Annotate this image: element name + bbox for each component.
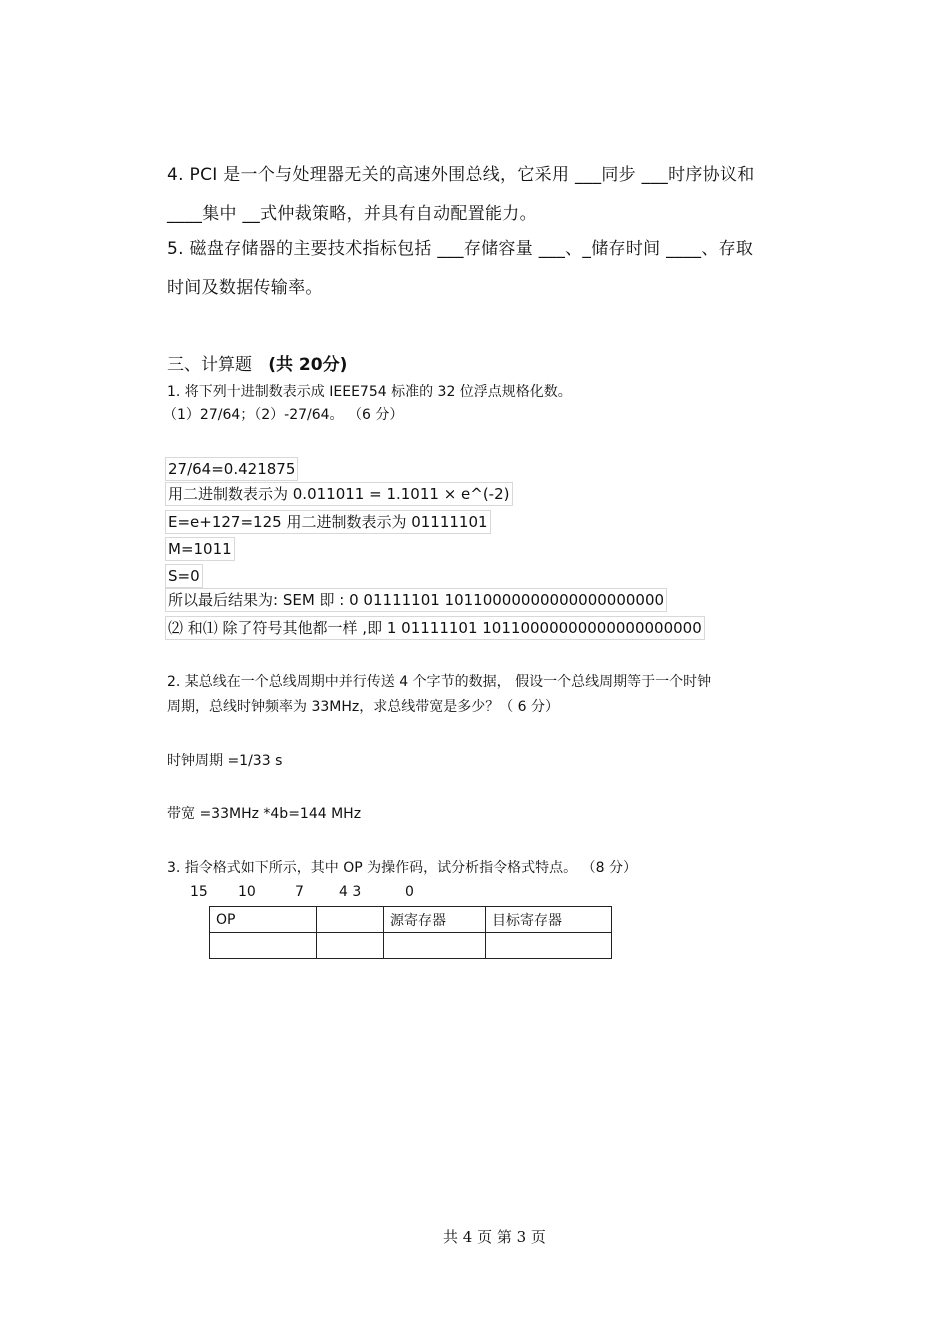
table-cell	[210, 933, 317, 959]
bit-label: 15	[190, 884, 208, 900]
table-cell-op: OP	[210, 907, 317, 933]
q1-answer-line: 用二进制数表示为 0.011011 = 1.1011 × e^(-2)	[165, 482, 513, 506]
q2-answer2: 带宽 =33MHz *4b=144 MHz	[167, 806, 362, 822]
table-cell	[317, 907, 384, 933]
page-footer: 共 4 页 第 3 页	[443, 1228, 546, 1246]
bit-label: 4 3	[339, 884, 362, 900]
q2-line2: 周期，总线时钟频率为 33MHz，求总线带宽是多少？（ 6 分）	[167, 699, 560, 715]
q1-answer-line: E=e+127=125 用二进制数表示为 01111101	[165, 510, 491, 534]
bit-label: 7	[295, 884, 304, 900]
q4-line2: ____集中 __式仲裁策略，并具有自动配置能力。	[167, 204, 537, 224]
q1-line2: （1）27/64；（2）-27/64。 （6 分）	[163, 407, 404, 423]
q1-answer-line: 27/64=0.421875	[165, 457, 298, 481]
table-cell-target-register: 目标寄存器	[486, 907, 612, 933]
q4-line1: 4. PCI 是一个与处理器无关的高速外围总线，它采用 ___同步 ___时序协议和	[167, 165, 755, 185]
section-score-num: 20	[298, 355, 323, 375]
section-score-close: 分)	[322, 355, 348, 375]
q2-answer1: 时钟周期 =1/33 s	[167, 753, 283, 769]
table-row	[210, 933, 612, 959]
bit-label: 0	[405, 884, 414, 900]
section-heading	[167, 350, 347, 375]
q1-answer-line: S=0	[165, 564, 203, 588]
q3-line1: 3. 指令格式如下所示，其中 OP 为操作码，试分析指令格式特点。 （8 分）	[167, 860, 637, 876]
q5-line2: 时间及数据传输率。	[167, 278, 323, 298]
q1-line1: 1. 将下列十进制数表示成 IEEE754 标准的 32 位浮点规格化数。	[167, 384, 572, 400]
instruction-format-table	[209, 906, 612, 959]
table-cell	[384, 933, 486, 959]
section-title: 三、计算题	[167, 355, 252, 375]
table-row	[210, 907, 612, 933]
q1-answer-line: 所以最后结果为: SEM 即 : 0 01111101 10110000000000000000000	[165, 588, 667, 612]
table-cell-source-register: 源寄存器	[384, 907, 486, 933]
q1-answer-line: ⑵ 和⑴ 除了符号其他都一样 ,即 1 01111101 10110000000000000000000	[165, 616, 705, 640]
table-cell	[317, 933, 384, 959]
q1-answer-line: M=1011	[165, 537, 235, 561]
bit-label: 10	[238, 884, 256, 900]
q2-line1: 2. 某总线在一个总线周期中并行传送 4 个字节的数据， 假设一个总线周期等于一个时钟	[167, 674, 712, 690]
q5-line1: 5. 磁盘存储器的主要技术指标包括 ___存储容量 ___、_储存时间 ____、存取	[167, 239, 754, 259]
table-cell	[486, 933, 612, 959]
section-score-open: (共	[268, 355, 299, 375]
